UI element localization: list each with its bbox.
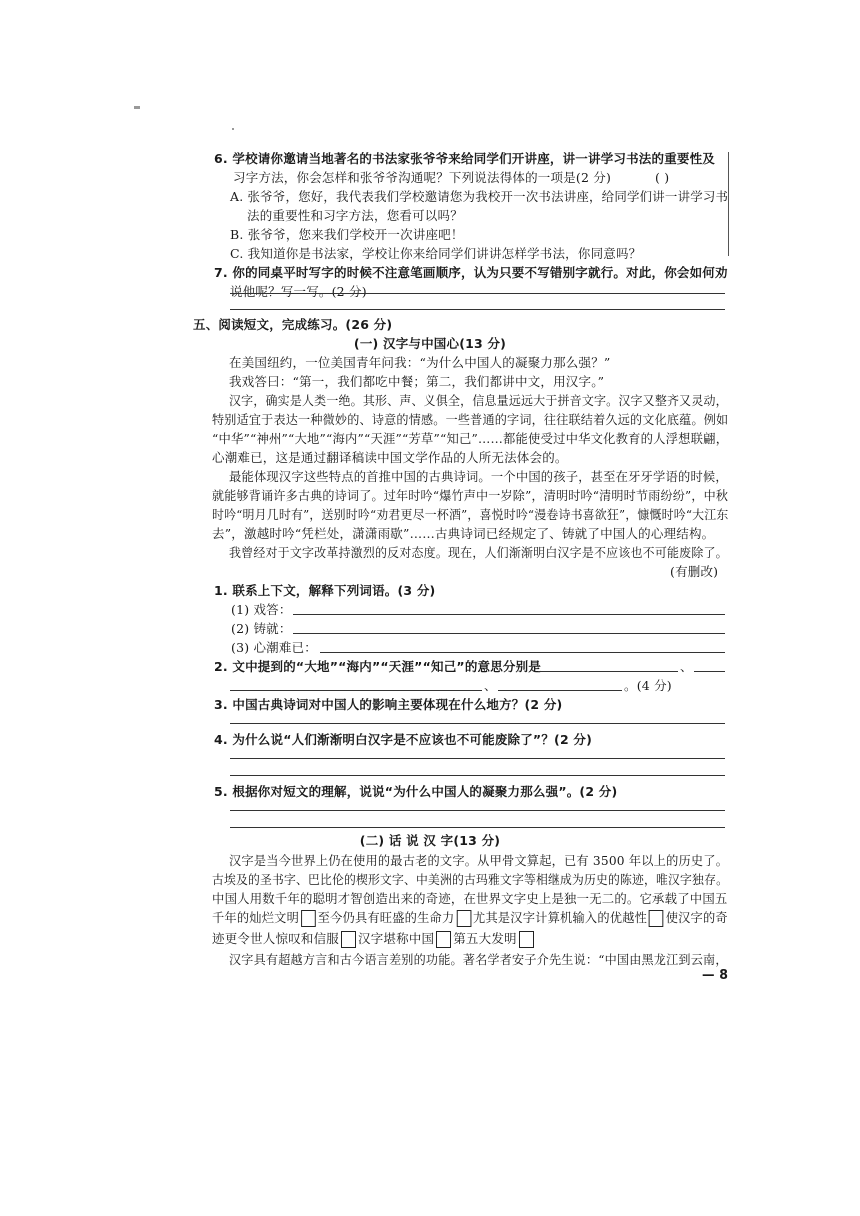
section5-title: 五、阅读短文，完成练习。(26 分): [193, 317, 393, 332]
p1-q5-stem: 5. 根据你对短文的理解，说说“为什么中国人的凝聚力那么强”。(2 分): [214, 784, 618, 799]
scan-edge: [728, 152, 729, 256]
punctuation-box[interactable]: [456, 910, 471, 927]
passage1-source-note: (有删改): [670, 564, 719, 579]
q6-option-c: C. 我知道你是书法家，学校让你来给同学们讲讲怎样学书法，你同意吗？: [230, 246, 642, 261]
answer-line[interactable]: [230, 723, 725, 724]
q6-stem-line2: 习字方法，你会怎样和张爷爷沟通呢？下列说法得体的一项是(2 分): [233, 170, 612, 185]
p1-q1-item1-label: (1) 戏答：: [231, 602, 292, 617]
passage2-text: 使汉字的奇: [665, 910, 728, 925]
answer-line[interactable]: [538, 671, 678, 672]
answer-line[interactable]: [498, 690, 622, 691]
q6-stem-line1: 6. 学校请你邀请当地著名的书法家张爷爷来给同学们开讲座，讲一讲学习书法的重要性及: [214, 151, 715, 166]
passage2-text: 迹更令世人惊叹和信服: [212, 931, 340, 946]
passage2-text: 千年的灿烂文明: [212, 910, 300, 925]
answer-line[interactable]: [230, 827, 725, 828]
passage2-text: 第五大发明: [453, 931, 517, 946]
punctuation-box[interactable]: [649, 910, 664, 927]
p1-q3-stem: 3. 中国古典诗词对中国人的影响主要体现在什么地方？(2 分): [214, 697, 563, 712]
passage1-line: 去”，激越时吟“凭栏处，潇潇雨歇”……古典诗词已经规定了、铸就了中国人的心理结构。: [212, 526, 715, 541]
passage2-line: 古埃及的圣书字、巴比伦的楔形文字、中美洲的古玛雅文字等相继成为历史的陈迹，唯汉字独存。: [212, 872, 729, 887]
passage2-text: 至今仍具有旺盛的生命力: [317, 910, 455, 925]
passage2-line-with-boxes: [212, 930, 536, 948]
p1-q1-item2-label: (2) 铸就：: [231, 621, 292, 636]
passage1-line: 在美国纽约，一位美国青年问我：“为什么中国人的凝聚力那么强？”: [229, 355, 611, 370]
passage2-text: 汉字堪称中国: [358, 931, 435, 946]
passage1-line: 特别适宜于表达一种微妙的、诗意的情感。一些普通的字词，往往联结着久远的文化底蕴。例如: [212, 412, 729, 427]
answer-line[interactable]: [230, 758, 725, 759]
passage1-line: 我曾经对于文字改革持激烈的反对态度。现在，人们渐渐明白汉字是不应该也不可能废除了。: [229, 545, 728, 560]
passage1-line: 就能够背诵许多古典的诗词了。过年时吟“爆竹声中一岁除”，清明时吟“清明时节雨纷纷”，中秋: [212, 488, 729, 503]
p1-q2-score: 。(4 分): [624, 678, 672, 693]
passage1-line: 最能体现汉字这些特点的首推中国的古典诗词。一个中国的孩子，甚至在牙牙学语的时候，: [229, 469, 728, 484]
q6-answer-paren[interactable]: ( ): [655, 170, 670, 185]
answer-line[interactable]: [230, 775, 725, 776]
p1-q4-stem: 4. 为什么说“人们渐渐明白汉字是不应该也不可能废除了”？(2 分): [214, 732, 593, 747]
page-number: — 8: [702, 968, 729, 983]
punctuation-box[interactable]: [436, 931, 451, 948]
p1-q2-stem: 2. 文中提到的“大地”“海内”“天涯”“知己”的意思分别是: [214, 659, 542, 674]
passage1-title: (一) 汉字与中国心(13 分): [353, 336, 507, 351]
answer-line[interactable]: [320, 652, 725, 653]
answer-line[interactable]: [230, 293, 725, 294]
punctuation-box[interactable]: [341, 931, 356, 948]
p1-q2-separator: 、: [484, 678, 497, 693]
answer-line[interactable]: [293, 614, 725, 615]
punctuation-box[interactable]: [301, 910, 316, 927]
passage2-line-with-boxes: [212, 909, 728, 927]
punctuation-box[interactable]: [519, 931, 534, 948]
q7-stem-line2: 说他呢？写一写。(2 分): [230, 284, 367, 299]
answer-line[interactable]: [694, 671, 725, 672]
q6-option-a-line2: 法的重要性和习字方法，您看可以吗？: [247, 208, 463, 223]
passage1-line: 时吟“明月几时有”，送别时吟“劝君更尽一杯酒”，喜悦时吟“漫卷诗书喜欲狂”，慷慨时吟“大江东: [212, 507, 729, 522]
answer-line[interactable]: [293, 633, 725, 634]
p1-q1-stem: 1. 联系上下文，解释下列词语。(3 分): [214, 583, 436, 598]
answer-line[interactable]: [230, 690, 482, 691]
p1-q2-separator: 、: [680, 659, 693, 674]
q6-option-b: B. 张爷爷，您来我们学校开一次讲座吧！: [230, 227, 464, 242]
scan-speck: [134, 106, 140, 109]
scan-speck: [232, 128, 234, 130]
passage1-line: 心潮难已，这是通过翻译稿读中国文学作品的人所无法体会的。: [212, 450, 568, 465]
p1-q1-item3-label: (3) 心潮难已：: [231, 640, 317, 655]
passage2-line: 中国人用数千年的聪明才智创造出来的奇迹，在世界文字史上是独一无二的。它承载了中国五: [212, 891, 728, 906]
answer-line[interactable]: [230, 309, 725, 310]
passage2-title: (二) 话 说 汉 字(13 分): [359, 833, 501, 848]
passage2-text: 尤其是汉字计算机输入的优越性: [473, 910, 648, 925]
q7-stem-line1: 7. 你的同桌平时写字的时候不注意笔画顺序，认为只要不写错别字就行。对此，你会如何劝: [214, 265, 728, 280]
passage1-line: 汉字，确实是人类一绝。其形、声、义俱全，信息量远远大于拼音文字。汉字又整齐又灵动，: [229, 393, 728, 408]
passage2-line: 汉字具有超越方言和古今语言差别的功能。著名学者安子介先生说：“中国由黑龙江到云南，: [229, 952, 728, 967]
answer-line[interactable]: [230, 810, 725, 811]
passage1-line: 我戏答曰：“第一，我们都吃中餐；第二，我们都讲中文，用汉字。”: [229, 374, 605, 389]
passage1-line: “中华”“神州”“大地”“海内”“天涯”“芳草”“知己”……都能使受过中华文化教育的人浮想联翩，: [212, 431, 729, 446]
q6-option-a-line1: A. 张爷爷，您好，我代表我们学校邀请您为我校开一次书法讲座，给同学们讲一讲学习书: [230, 189, 729, 204]
passage2-line: 汉字是当今世界上仍在使用的最古老的文字。从甲骨文算起，已有 3500 年以上的历史了。: [229, 853, 729, 868]
